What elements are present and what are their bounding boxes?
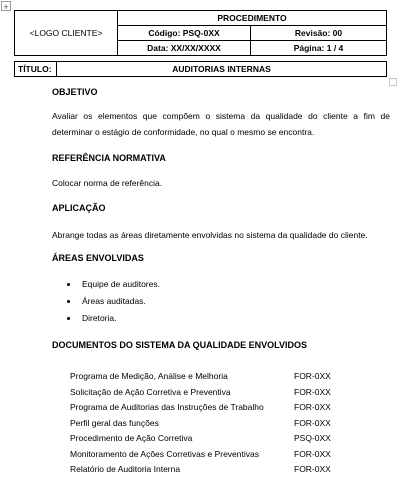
client-logo-placeholder: <LOGO CLIENTE> bbox=[15, 11, 118, 56]
document-title-table bbox=[14, 61, 387, 77]
table-row bbox=[70, 447, 370, 463]
text-aplicacao: Abrange todas as áreas diretamente envolvidas no sistema da qualidade do cliente. bbox=[52, 230, 368, 240]
table-row bbox=[70, 400, 370, 416]
heading-areas: ÁREAS ENVOLVIDAS bbox=[52, 253, 144, 263]
doc-name: Solicitação de Ação Corretiva e Preventiva bbox=[70, 386, 231, 397]
title-label: TÍTULO: bbox=[15, 62, 57, 77]
doc-code-value: PSQ-0XX bbox=[294, 433, 331, 443]
doc-code-value: FOR-0XX bbox=[294, 448, 331, 459]
documents-list bbox=[70, 369, 370, 478]
doc-type: PROCEDIMENTO bbox=[118, 11, 387, 26]
doc-revision: Revisão: 00 bbox=[251, 26, 387, 41]
document-title: AUDITORIAS INTERNAS bbox=[57, 62, 387, 77]
table-resize-handle[interactable] bbox=[389, 78, 397, 86]
list-item: Equipe de auditores. bbox=[52, 276, 160, 293]
doc-name: Perfil geral das funções bbox=[70, 417, 159, 428]
doc-date: Data: XX/XX/XXXX bbox=[118, 41, 251, 56]
table-move-handle[interactable]: + bbox=[1, 1, 11, 11]
doc-code-value: FOR-0XX bbox=[294, 386, 331, 397]
heading-objetivo: OBJETIVO bbox=[52, 87, 98, 97]
areas-list bbox=[52, 276, 160, 327]
doc-code-value: FOR-0XX bbox=[294, 417, 331, 428]
table-row bbox=[70, 385, 370, 401]
list-item: Áreas auditadas. bbox=[52, 293, 160, 310]
list-item: Diretoria. bbox=[52, 310, 160, 327]
heading-documentos: DOCUMENTOS DO SISTEMA DA QUALIDADE ENVOLVIDOS bbox=[52, 340, 308, 350]
table-row bbox=[70, 369, 370, 385]
text-referencia: Colocar norma de referência. bbox=[52, 178, 163, 188]
doc-name: Relatório de Auditoria Interna bbox=[70, 464, 181, 474]
doc-code: Código: PSQ-0XX bbox=[118, 26, 251, 41]
doc-page: Página: 1 / 4 bbox=[251, 41, 387, 56]
doc-name: Programa de Auditorias das Instruções de Trabalho bbox=[70, 402, 264, 412]
doc-code-value: FOR-0XX bbox=[294, 402, 331, 412]
doc-name: Procedimento de Ação Corretiva bbox=[70, 433, 193, 443]
doc-code-value: FOR-0XX bbox=[294, 371, 331, 381]
heading-referencia: REFERÊNCIA NORMATIVA bbox=[52, 153, 166, 163]
table-row bbox=[70, 462, 370, 478]
document-header-table bbox=[14, 10, 387, 56]
text-objetivo: Avaliar os elementos que compõem o sistema da qualidade do cliente a fim de determinar o estágio de conformidade, no qual o mesmo se encontra. bbox=[52, 111, 390, 137]
doc-code-value: FOR-0XX bbox=[294, 464, 331, 474]
doc-name: Monitoramento de Ações Corretivas e Preventivas bbox=[70, 448, 259, 459]
doc-name: Programa de Medição, Análise e Melhoria bbox=[70, 371, 228, 381]
table-row bbox=[70, 416, 370, 432]
heading-aplicacao: APLICAÇÃO bbox=[52, 203, 106, 213]
table-row bbox=[70, 431, 370, 447]
